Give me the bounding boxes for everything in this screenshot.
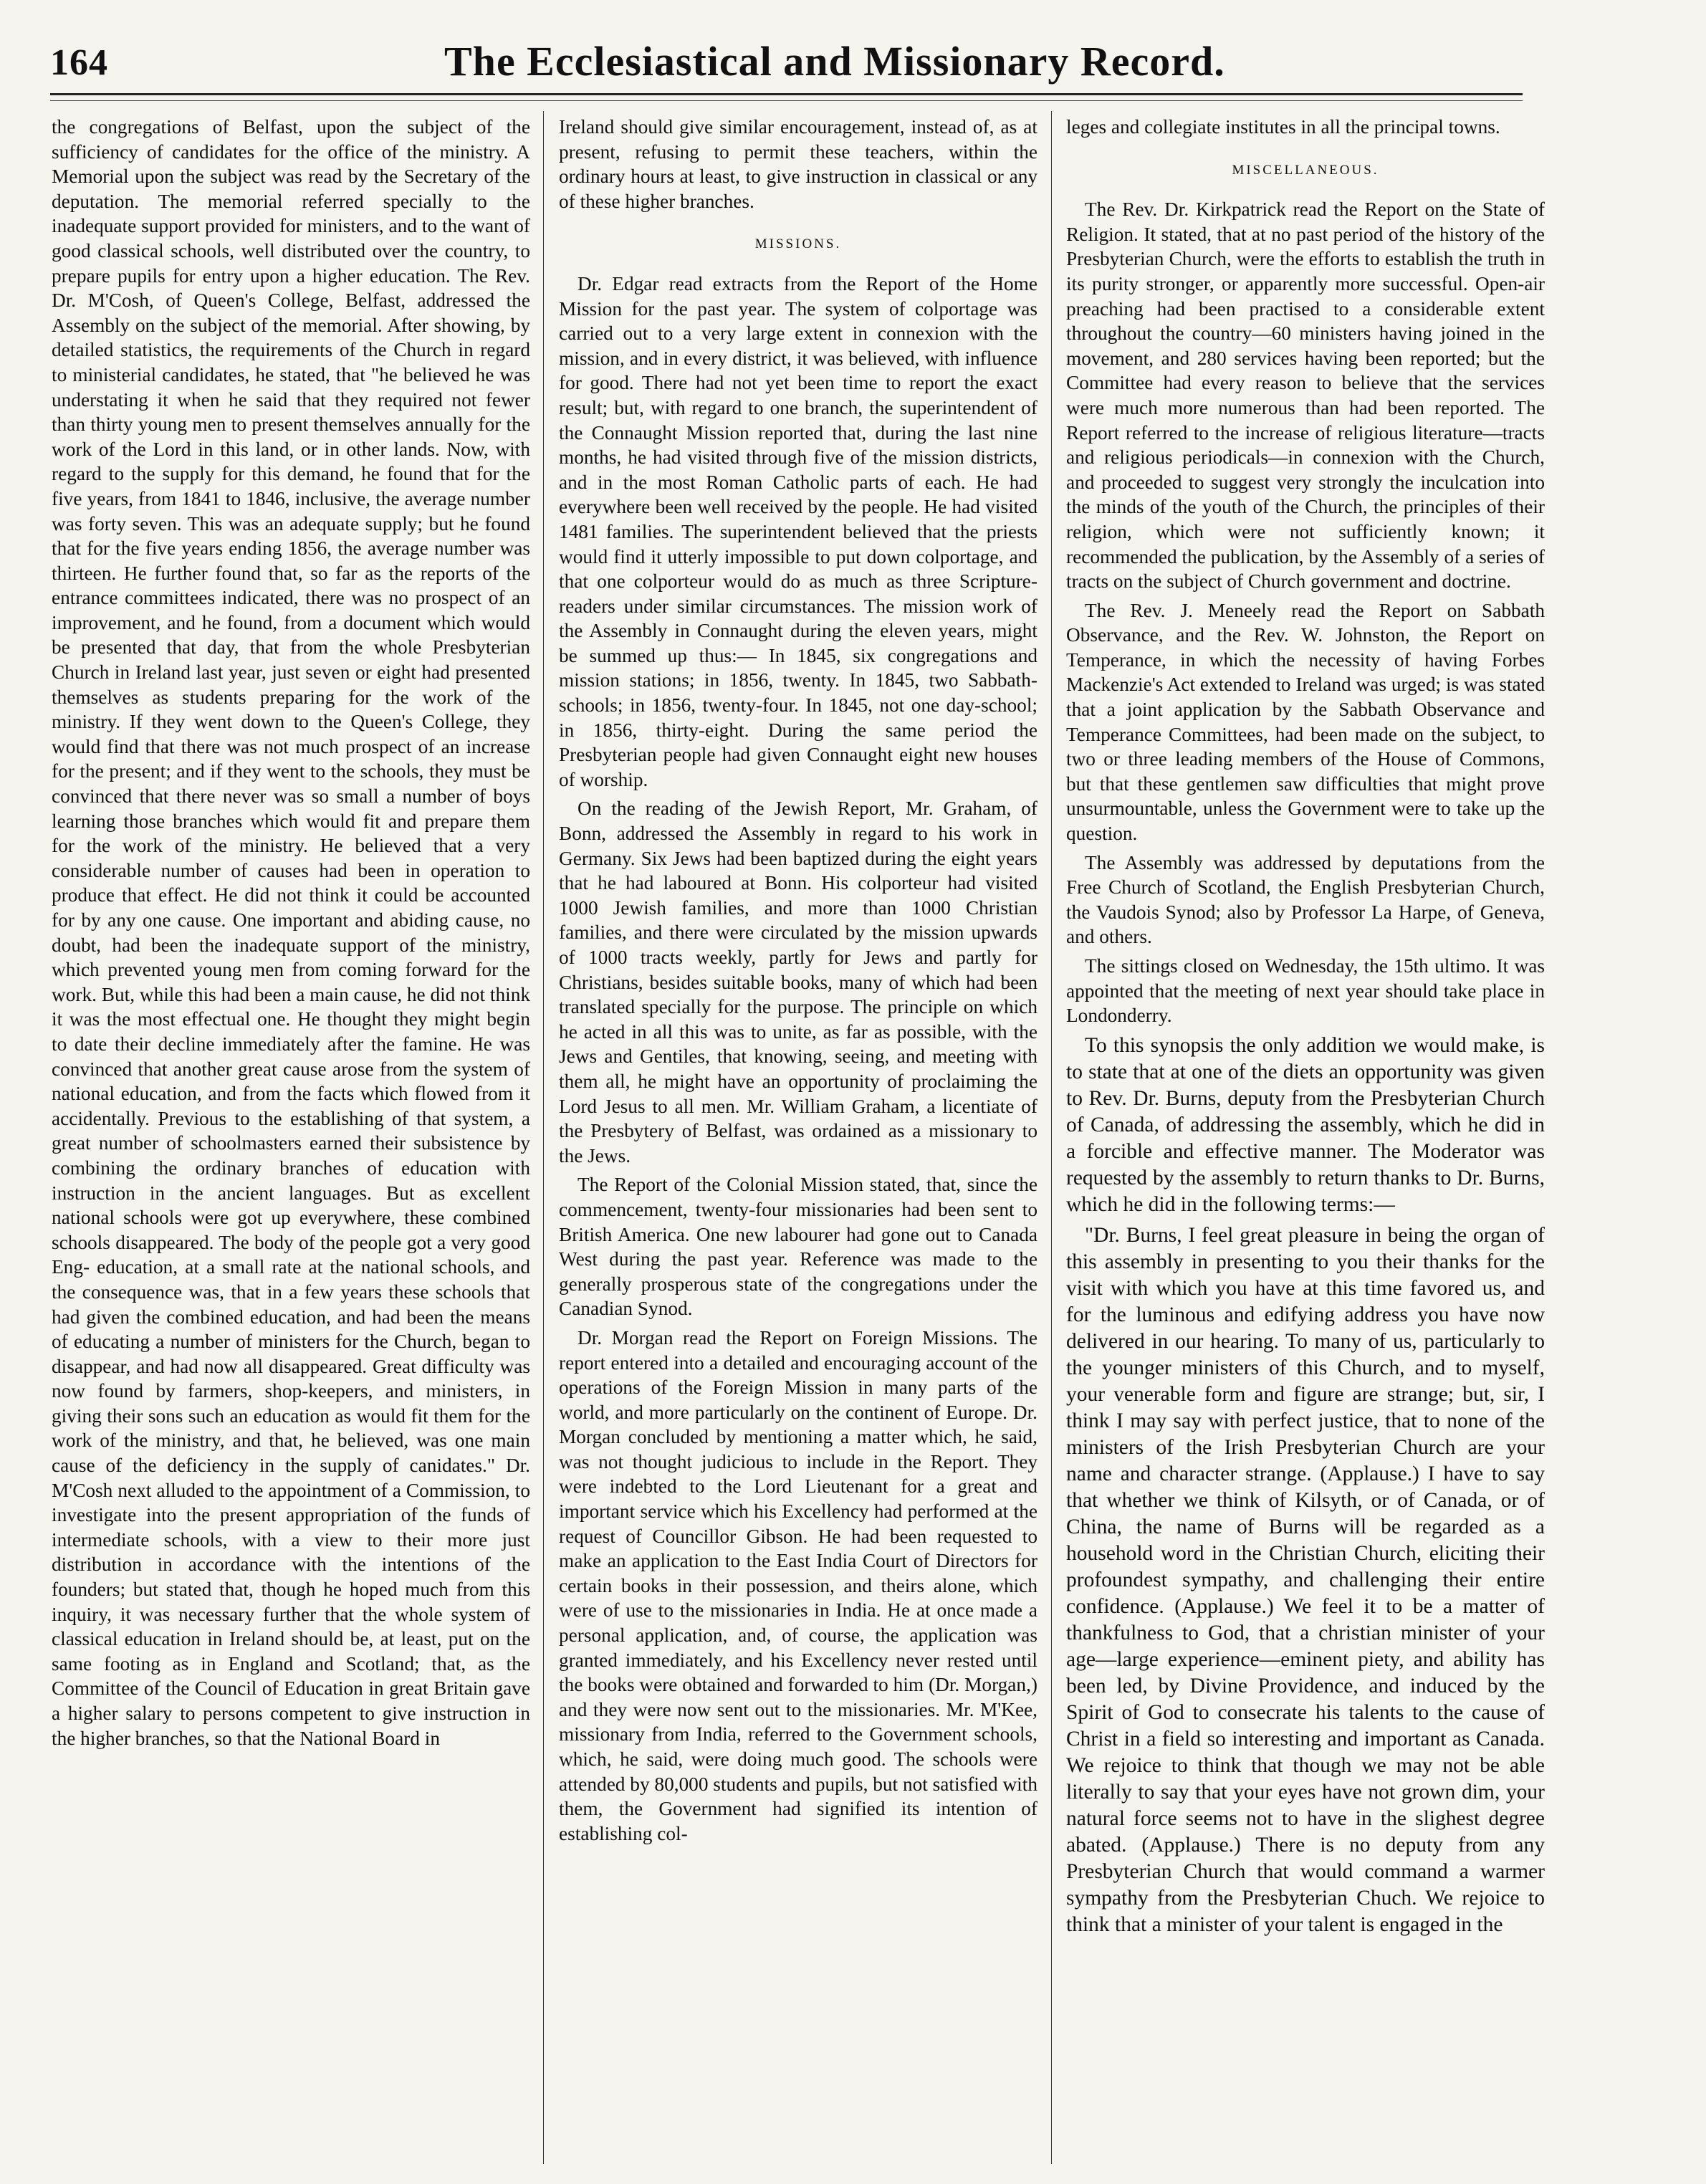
paragraph: Ireland should give similar encouragement, instead of, as at present, refusing to permit these teachers, within the ordinary hours at least, to give instruction in classical or any of these higher branches. bbox=[559, 116, 1038, 212]
column-divider bbox=[543, 111, 544, 2164]
quoted-address: "Dr. Burns, I feel great pleasure in being the organ of this assembly in presenting to you their thanks for the visit with which you have at this time favored us, and for the luminous and edifying address you have now delivered in our hearing. To many of us, particularly to the younger ministers of this Church, and to myself, your venerable form and figure are strange; but, sir, I think I may say with perfect justice, that to none of the ministers of the Irish Presbyterian Church are your name and character strange. (Applause.) I have to say that whether we think of Kilsyth, or of Canada, or of China, the name of Burns will be regarded as a household word in the Christian Church, eliciting their profoundest sympathy, and challenging their entire confidence. (Applause.) We feel it to be a matter of thankfulness to God, that a christian minister of your age—large experience—eminent piety, and ability has been led, by Divine Providence, and induced by the Spirit of God to consecrate his talents to the cause of Christ in a field so interesting and important as Canada. We rejoice to think that though we may not be able literally to say that your eyes have not grown dim, your natural force seems not to have in the slighest degree abated. (Applause.) There is no deputy from any Presbyterian Church that would command a warmer sympathy from the Presbyterian Chuch. We rejoice to think that a minister of your talent is engaged in the bbox=[1066, 1223, 1545, 1936]
paragraph: Dr. Morgan read the Report on Foreign Missions. The report entered into a detailed and encouraging account of the operations of the Foreign Mission in many parts of the world, and more particularly on the continent of Europe. Dr. Morgan concluded by mentioning a matter which, he said, was not thought judicious to include in the Report. They were indebted to the Lord Lieutenant for a great and important service which his Excellency had performed at the request of Councillor Gibson. He had been requested to make an application to the East India Court of Directors for certain books in their possession, and theirs alone, which were of use to the missionaries in India. He at once made a personal application, and, of course, the application was granted immediately, and his Excellency never rested until the books were obtained and forwarded to him (Dr. Morgan,) and they were now sent out to the missionaries. Mr. M'Kee, missionary from India, referred to the Government schools, which, he said, were doing much good. The schools were attended by 80,000 students and pupils, but not satisfied with them, the Government had signified its intention of establishing col- bbox=[559, 1326, 1038, 1844]
section-heading-missions: MISSIONS. bbox=[754, 236, 842, 252]
page-header bbox=[50, 34, 1523, 92]
journal-title: The Ecclesiastical and Missionary Record. bbox=[444, 38, 1225, 85]
section-heading-miscellaneous: MISCELLANEOUS. bbox=[1232, 162, 1379, 178]
paragraph: The Report of the Colonial Mission stated, that, since the commencement, twenty-four missionaries had been sent to British America. One new labourer had gone out to Canada West during the past year. Reference was made to the generally prosperous state of the congregations under the Canadian Synod. bbox=[559, 1174, 1038, 1320]
header-rule bbox=[50, 93, 1523, 95]
paragraph: the congregations of Belfast, upon the subject of the sufficiency of candidates for the office of the ministry. A Memorial upon the subject was read by the Secretary of the deputation. The memorial referred specially to the inadequate support provided for ministers, and to the want of good classical schools, well distributed over the country, to prepare pupils for entry upon a higher education. The Rev. Dr. M'Cosh, of Queen's College, Belfast, addressed the Assembly on the subject of the memorial. After showing, by detailed statistics, the requirements of the Church in regard to ministerial candidates, he stated, that "he believed he was understating it when he said that they required not fewer than thirty young men to present themselves annually for the work of the Lord in this land, or in other lands. Now, with regard to the supply for this demand, he found that for the five years, from 1841 to 1846, inclusive, the average number was forty seven. This was an adequate supply; but he found that for the five years ending 1856, the average number was thirteen. He further found that, so far as the reports of the entrance committees indicated, there was no prospect of an improvement, and he found, from a document which would be presented that day, that from the whole Presbyterian Church in Ireland last year, just seven or eight had presented themselves as students preparing for the work of the ministry. If they went down to the Queen's College, they would find that there was not much prospect of an increase for the present; and if they went to the schools, they must be convinced that there never was so small a number of boys learning those branches which would fit and prepare them for the work of the ministry. He believed that a very considerable number of causes had been in operation to produce that effect. He did not think it could be accounted for by any one cause. One important and abiding cause, no doubt, had been the inadequate support of the ministry, which prevented young men from coming forward for the work. But, while this had been a main cause, he did not think it was the most effectual one. He thought they might begin to date their decline immediately after the famine. He was convinced that another great cause arose from the system of national education, and from the facts which flowed from it accidentally. Previous to the establishing of that system, a great number of schoolmasters earned their subsistence by combining the ordinary branches of education with instruction in the ancient languages. But as excellent national schools were got up everywhere, these combined schools disappeared. The body of the people got a very good Eng- education, at a small rate at the national schools, and the consequence was, that in a few years these schools that had given the combined education, and had been the means of educating a number of ministers for the Church, began to disappear, and had now all disappeared. Great difficulty was now found by farmers, shop-keepers, and ministers, in giving their sons such an education as would fit them for the work of the ministry, and that, he believed, was one main cause of the deficiency in the supply of canidates." Dr. M'Cosh next alluded to the appointment of a Commission, to investigate into the present appropriation of the funds of intermediate schools, with a view to their more just distribution in accordance with the intentions of the founders; but stated that, though he hoped much from this inquiry, it was necessary further that the whole system of classical education in Ireland should be, at least, put on the same footing as in England and Scotland; that, as the Committee of the Council of Education in great Britain gave a higher salary to persons competent to give instruction in the higher branches, so that the National Board in bbox=[52, 116, 530, 1749]
column-divider bbox=[1051, 111, 1052, 2164]
paragraph: leges and collegiate institutes in all the principal towns. bbox=[1066, 116, 1500, 138]
column-1 bbox=[52, 115, 530, 2164]
paragraph: The Rev. Dr. Kirkpatrick read the Report on the State of Religion. It stated, that at no past period of the history of the Presbyterian Church, were the efforts to establish the truth in its purity stronger, or apparently more successful. Open-air preaching had been practised to a considerable extent throughout the country—60 ministers having joined in the movement, and 280 services having been reported; but the Committee had every reason to believe that the services were much more numerous than had been reported. The Report referred to the increase of religious literature—tracts and religious periodicals—in connexion with the Church, and proceeded to suggest very strongly the inculcation into the minds of the youth of the Church, the principles of their religion, which were not sufficiently known; it recommended the publication, by the Assembly of a series of tracts on the subject of Church government and doctrine. bbox=[1066, 198, 1545, 593]
paragraph: Dr. Edgar read extracts from the Report of the Home Mission for the past year. The system of colportage was carried out to a very large extent in connexion with the mission, and in every district, it was believed, with influence for good. There had not yet been time to report the exact result; but, with regard to one branch, the superintendent of the Connaught Mission reported that, during the last nine months, he had visited through five of the mission districts, and in the most Roman Catholic parts of each. He had everywhere been well received by the people. He had visited 1481 families. The superintendent believed that the priests would find it utterly impossible to put down colportage, and that one colporteur would do as much as three Scripture-readers under similar circumstances. The mission work of the Assembly in Connaught during the eleven years, might be summed up thus:— In 1845, six congregations and mission stations; in 1856, twenty. In 1845, two Sabbath-schools; in 1856, twenty-four. In 1845, not one day-school; in 1856, thirty-eight. During the same period the Presbyterian people had given Connaught eight new houses of worship. bbox=[559, 272, 1038, 790]
paragraph: The Rev. J. Meneely read the Report on Sabbath Observance, and the Rev. W. Johnston, the Report on Temperance, in which the necessity of having Forbes Mackenzie's Act extended to Ireland was urged; is was stated that a joint application by the Sabbath Observance and Temperance Committees, had been made on the subject, to two or three leading members of the House of Commons, but that these gentlemen saw difficulties that might prove unsurmountable, unless the Government were to take up the question. bbox=[1066, 599, 1545, 845]
paragraph: The Assembly was addressed by deputations from the Free Church of Scotland, the English Presbyterian Church, the Vaudois Synod; also by Professor La Harpe, of Geneva, and others. bbox=[1066, 851, 1545, 948]
paragraph: The sittings closed on Wednesday, the 15th ultimo. It was appointed that the meeting of next year should take place in Londonderry. bbox=[1066, 955, 1545, 1027]
paragraph: On the reading of the Jewish Report, Mr. Graham, of Bonn, addressed the Assembly in regard to his work in Germany. Six Jews had been baptized during the eight years that he had laboured at Bonn. His colporteur had visited 1000 Jewish families, and more than 1000 Christian families, and there were circulated by the mission upwards of 1000 tracts weekly, partly for Jews and partly for Christians, besides suitable books, many of which had been translated specially for the purpose. The principle on which he acted in all this was to unite, as far as possible, with the Jews and Gentiles, that knowing, seeing, and meeting with them all, he might have an opportunity of proclaiming the Lord Jesus to all men. Mr. William Graham, a licentiate of the Presbytery of Belfast, was ordained as a missionary to the Jews. bbox=[559, 798, 1038, 1167]
column-3 bbox=[1066, 115, 1545, 2164]
header-rule-thin bbox=[50, 100, 1523, 101]
paragraph: To this synopsis the only addition we would make, is to state that at one of the diets an opportunity was given to Rev. Dr. Burns, deputy from the Presbyterian Church of Canada, of addressing the assembly, which he did in a forcible and effective manner. The Moderator was requested by the assembly to return thanks to Dr. Burns, which he did in the following terms:— bbox=[1066, 1033, 1545, 1216]
column-2 bbox=[559, 115, 1038, 2164]
page-number: 164 bbox=[50, 42, 108, 83]
